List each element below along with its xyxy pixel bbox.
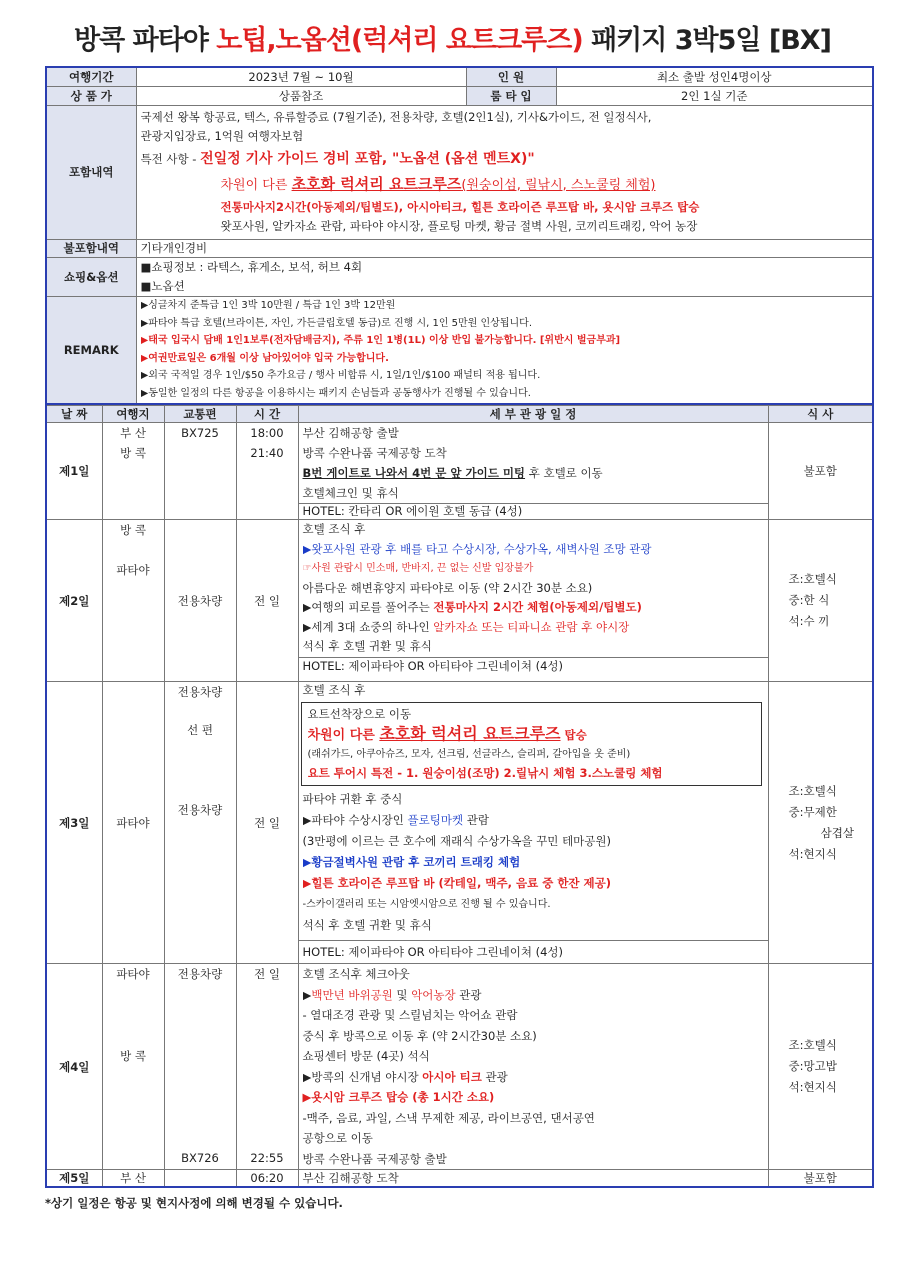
day2-line2: ▶왓포사원 관광 후 배를 타고 수상시장, 수상가옥, 새벽사원 조망 관광 (302, 541, 652, 556)
day4-place2: 방 콕 (120, 1049, 146, 1063)
col-detail: 세 부 관 광 일 정 (298, 406, 768, 423)
day4-line1: 호텔 조식후 체크아웃 (302, 967, 410, 981)
included-label: 포함내역 (46, 105, 136, 239)
excluded-value: 기타개인경비 (136, 239, 873, 257)
day3-line2: 파타야 귀환 후 중식 (302, 792, 403, 806)
day3-place: 파타야 (102, 682, 164, 964)
day4-time2: 22:55 (250, 1151, 284, 1165)
people-label: 인 원 (466, 67, 556, 86)
day1-line3: B번 게이트로 나와서 4번 문 앞 가이드 미팅 후 호텔로 이동 (302, 466, 603, 480)
day2-meal2: 중:한 식 (788, 593, 830, 607)
excluded-label: 불포함내역 (46, 239, 136, 257)
day3-meal3: 석:현지식 (788, 846, 837, 861)
day2-line7: 석식 후 호텔 귀환 및 휴식 (302, 639, 432, 653)
day4-place1: 파타야 (116, 967, 150, 981)
day3-line4: (3만평에 이르는 큰 호수에 재래식 수상가옥을 꾸민 테마공원) (302, 834, 611, 848)
yacht-line1: 요트선착장으로 이동 (307, 707, 412, 721)
shopping-content (136, 257, 873, 296)
day4-line10: 방콕 수완나품 국제공항 출발 (302, 1151, 447, 1166)
day2-line6: ▶세계 3대 쇼중의 하나인 알카자쇼 또는 티파니쇼 관람 후 야시장 (302, 619, 630, 634)
special-highlight: 전일정 기사 가이드 경비 포함, "노옵션 (옵션 멘트X)" (200, 151, 535, 167)
col-day: 날 짜 (46, 406, 102, 423)
remark-content (136, 296, 873, 404)
day4-line4: 중식 후 방콕으로 이동 후 (약 2시간30분 소요) (302, 1028, 537, 1043)
day4-transport: 전용차량 (177, 967, 223, 981)
day3-line7: -스카이갤러리 또는 시암엣시암으로 진행 될 수 있습니다. (302, 899, 551, 910)
day4-row (46, 964, 873, 1170)
day4-label: 제4일 (46, 964, 102, 1170)
day5-row (46, 1170, 873, 1188)
title-part2: 노팁,노옵션(럭셔리 요트크루즈) (216, 25, 583, 56)
room-label: 룸 타 입 (466, 86, 556, 105)
day1-hotel: HOTEL: 칸타리 OR 에이원 호텔 동급 (4성) (299, 503, 768, 519)
day1-time1: 18:00 (250, 426, 284, 440)
price-value: 상품참조 (136, 86, 466, 105)
day2-place1: 방 콕 (120, 523, 146, 537)
day2-label: 제2일 (46, 520, 102, 682)
yacht-line3: (래쉬가드, 아쿠아슈즈, 모자, 선크림, 선글라스, 슬리퍼, 갈아입을 옷 준비) (307, 749, 631, 760)
day3-hotel: HOTEL: 제이파타야 OR 아티타야 그린네이쳐 (4성) (299, 940, 768, 963)
remark-5: ▶외국 국적일 경우 1인/$50 추가요금 / 행사 비합류 시, 1일/1인/$100 패널티 적용 됩니다. (140, 370, 541, 382)
day3-row (46, 682, 873, 964)
day2-time: 전 일 (236, 520, 298, 682)
shopping-line2: ■노옵션 (140, 278, 185, 293)
day4-line2: ▶백만년 바위공원 및 악어농장 관광 (302, 987, 482, 1002)
day2-hotel: HOTEL: 제이파타야 OR 아티타야 그린네이쳐 (4성) (299, 657, 768, 675)
day3-line3: ▶파타야 수상시장인 플로팅마켓 관람 (302, 813, 489, 827)
col-place: 여행지 (102, 406, 164, 423)
day3-line5: ▶황금절벽사원 관람 후 코끼리 트래킹 체험 (302, 855, 521, 869)
day4-meal2: 중:망고밥 (788, 1059, 837, 1073)
itinerary-document (45, 66, 872, 1188)
remark-label: REMARK (46, 296, 136, 404)
day3-meal1: 조:호텔식 (788, 783, 837, 798)
day4-line8: -맥주, 음료, 과일, 스낵 무제한 제공, 라이브공연, 댄서공연 (302, 1110, 595, 1125)
included-yacht: 차원이 다른 초호화 럭셔리 요트크루즈(원숭이섬, 릴낚시, 스노쿨링 체험) (220, 175, 656, 193)
day5-label: 제5일 (46, 1170, 102, 1188)
day2-meal3: 석:수 끼 (788, 614, 830, 628)
day3-line1: 호텔 조식 후 (302, 683, 366, 697)
yacht-line4: 요트 투어시 특전 - 1. 원숭이섬(조망) 2.릴낚시 체험 3.스노쿨링 체험 (307, 766, 663, 780)
day4-line9: 공항으로 이동 (302, 1131, 373, 1145)
day3-line8: 석식 후 호텔 귀환 및 휴식 (302, 918, 432, 932)
footnote: *상기 일정은 항공 및 현지사정에 의해 변경될 수 있습니다. (45, 1196, 343, 1210)
day1-label: 제1일 (46, 423, 102, 520)
room-value: 2인 1실 기준 (556, 86, 873, 105)
period-label: 여행기간 (46, 67, 136, 86)
day3-meal2b: 삼겹살 (820, 825, 854, 840)
title-part1: 방콕 파타야 (74, 25, 217, 56)
day1-meal: 불포함 (768, 423, 873, 520)
remark-3: ▶태국 입국시 담배 1인1보루(전자담배금지), 주류 1인 1병(1L) 이상 반입 불가능합니다. [위반시 벌금부과] (140, 335, 621, 347)
day5-time: 06:20 (236, 1170, 298, 1188)
day5-line1: 부산 김해공항 도착 (298, 1170, 768, 1188)
day3-line6: ▶힐튼 호라이즌 루프탑 바 (칵테일, 맥주, 음료 중 한잔 제공) (302, 876, 612, 890)
included-line2: 관광지입장료, 1억원 여행자보험 (140, 129, 304, 143)
day1-row (46, 423, 873, 520)
day2-transport: 전용차량 (164, 520, 236, 682)
day4-line3: - 열대조경 관광 및 스릴넘치는 악어쇼 관람 (302, 1008, 518, 1022)
remark-1: ▶싱글차지 준특급 1인 3박 10만원 / 특급 1인 3박 12만원 (140, 300, 396, 312)
day2-place2: 파타야 (116, 563, 150, 577)
day4-flight: BX726 (181, 1151, 219, 1165)
day2-line3: ☞사원 관람시 민소매, 반바지, 끈 없는 신발 입장불가 (302, 563, 534, 574)
day3-transport1: 전용차량 (177, 685, 223, 699)
day2-line5: ▶여행의 피로를 풀어주는 전통마사지 2시간 체험(아동제외/팁별도) (302, 600, 642, 614)
col-transport: 교통편 (164, 406, 236, 423)
yacht-line2: 차원이 다른 초호화 럭셔리 요트크루즈 탑승 (307, 724, 587, 743)
day4-meal1: 조:호텔식 (788, 1038, 837, 1052)
col-time: 시 간 (236, 406, 298, 423)
day1-place1: 부 산 (120, 426, 146, 440)
day3-time: 전 일 (236, 682, 298, 964)
yacht-box (301, 702, 762, 786)
day2-row (46, 520, 873, 682)
shopping-label: 쇼핑&옵션 (46, 257, 136, 296)
title-part3: 패키지 3박5일 [BX] (582, 25, 831, 56)
day1-line1: 부산 김해공항 출발 (302, 426, 399, 440)
remark-2: ▶파타야 특급 호텔(브라이튼, 자인, 가든클립호텔 동급)로 진행 시, 1인 5만원 인상됩니다. (140, 317, 532, 329)
included-tours: 왓포사원, 알카자쇼 관람, 파타야 야시장, 플로팅 마켓, 황금 절벽 사원, 코끼리트래킹, 악어 농장 (220, 219, 698, 233)
included-line1: 국제선 왕복 항공료, 텍스, 유류할증료 (7월기준), 전용차량, 호텔(2인1실), 기사&가이드, 전 일정식사, (140, 110, 652, 124)
day5-place: 부 산 (102, 1170, 164, 1188)
day4-line6: ▶방콕의 신개념 야시장 아시아 티크 관광 (302, 1069, 508, 1084)
shopping-line1: ■쇼핑정보 : 라텍스, 휴게소, 보석, 허브 4회 (140, 259, 363, 274)
yacht-highlight: 초호화 럭셔리 요트크루즈 (291, 175, 462, 193)
included-special: 특전 사항 - 전일정 기사 가이드 경비 포함, "노옵션 (옵션 멘트X)" (140, 151, 535, 167)
info-table (45, 66, 874, 405)
included-massage: 전통마사지2시간(아동제외/팁별도), 아시아티크, 힐튼 호라이즌 루프탑 바, 욧시암 크루즈 탑승 (220, 200, 700, 214)
remark-6: ▶동일한 일정의 다른 항공을 이용하시는 패키지 손님들과 공동행사가 진행될 수 있습니다. (140, 387, 531, 399)
day4-time: 전 일 (254, 967, 280, 981)
people-value: 최소 출발 성인4명이상 (556, 67, 873, 86)
period-value: 2023년 7월 ~ 10월 (136, 67, 466, 86)
day1-flight: BX725 (181, 426, 219, 440)
price-label: 상 품 가 (46, 86, 136, 105)
day4-meal3: 석:현지식 (788, 1080, 837, 1094)
day4-line7: ▶욧시암 크루즈 탑승 (총 1시간 소요) (302, 1090, 495, 1104)
day1-line4: 호텔체크인 및 휴식 (302, 486, 399, 500)
col-meal: 식 사 (768, 406, 873, 423)
day1-line2: 방콕 수완나품 국제공항 도착 (302, 446, 447, 460)
day3-transport3: 전용차량 (177, 803, 223, 817)
day3-transport2: 선 편 (187, 723, 213, 737)
day2-line4: 아름다운 해변휴양지 파타야로 이동 (약 2시간 30분 소요) (302, 580, 593, 595)
day4-line5: 쇼핑센터 방문 (4곳) 석식 (302, 1049, 430, 1063)
day3-label: 제3일 (46, 682, 102, 964)
day5-meal: 불포함 (768, 1170, 873, 1188)
day1-time2: 21:40 (250, 446, 284, 460)
included-content (136, 105, 873, 239)
schedule-table (45, 405, 874, 1188)
remark-4: ▶여권만료일은 6개월 이상 남아있어야 입국 가능합니다. (140, 352, 389, 364)
day2-line1: 호텔 조식 후 (302, 522, 366, 536)
day3-meal2: 중:무제한 (788, 804, 837, 819)
page-title (0, 18, 905, 57)
day1-place2: 방 콕 (120, 446, 146, 460)
day2-meal1: 조:호텔식 (788, 572, 837, 586)
